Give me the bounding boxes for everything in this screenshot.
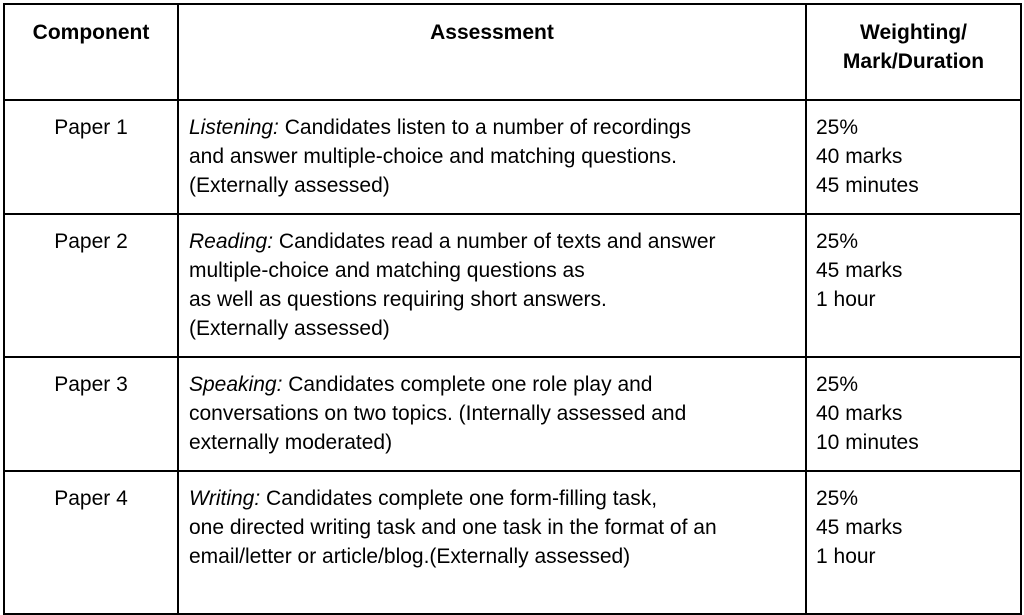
table-row [4, 100, 1021, 214]
assessment-table [3, 3, 1022, 615]
assessment-cell [178, 100, 806, 214]
header-assessment: Assessment [178, 4, 806, 100]
weighting-duration: 1 hour [816, 545, 876, 568]
weighting-cell [806, 214, 1021, 357]
skill-label: Reading: [189, 230, 274, 253]
weighting-percent: 25% [816, 116, 859, 139]
header-weighting-line2: Mark/Duration [842, 50, 985, 73]
assessment-line: multiple-choice and matching questions as [189, 259, 585, 282]
header-component: Component [4, 4, 178, 100]
header-weighting-line1: Weighting/ [860, 21, 967, 44]
assessment-text: Candidates complete one form-filling task, [260, 487, 658, 510]
assessment-line: (Externally assessed) [189, 174, 390, 197]
assessment-line [189, 113, 797, 142]
weighting-duration: 45 minutes [816, 174, 919, 197]
weighting-cell [806, 100, 1021, 214]
assessment-text: Candidates read a number of texts and answer [273, 230, 716, 253]
assessment-line [189, 370, 797, 399]
weighting-percent: 25% [816, 487, 859, 510]
weighting-duration: 10 minutes [816, 431, 919, 454]
assessment-cell [178, 357, 806, 471]
weighting-marks: 40 marks [816, 402, 903, 425]
weighting-marks: 45 marks [816, 516, 903, 539]
component-cell: Paper 3 [4, 357, 178, 471]
assessment-text: Candidates listen to a number of recordings [278, 116, 691, 139]
assessment-cell [178, 214, 806, 357]
assessment-line [189, 484, 797, 513]
weighting-marks: 40 marks [816, 145, 903, 168]
assessment-line: one directed writing task and one task in the format of an [189, 516, 717, 539]
assessment-line [189, 227, 797, 256]
skill-label: Speaking: [189, 373, 283, 396]
assessment-line: (Externally assessed) [189, 317, 390, 340]
weighting-duration: 1 hour [816, 288, 876, 311]
header-weighting [806, 4, 1021, 100]
weighting-marks: 45 marks [816, 259, 903, 282]
weighting-cell [806, 357, 1021, 471]
assessment-line: conversations on two topics. (Internally assessed and [189, 402, 687, 425]
assessment-line: externally moderated) [189, 431, 393, 454]
skill-label: Listening: [189, 116, 279, 139]
table-row [4, 214, 1021, 357]
assessment-text: Candidates complete one role play and [282, 373, 653, 396]
assessment-line: email/letter or article/blog.(Externally assessed) [189, 545, 631, 568]
header-row [4, 4, 1021, 100]
skill-label: Writing: [189, 487, 261, 510]
table-row [4, 357, 1021, 471]
component-cell: Paper 1 [4, 100, 178, 214]
assessment-cell [178, 471, 806, 614]
component-cell: Paper 4 [4, 471, 178, 614]
assessment-line: as well as questions requiring short answers. [189, 288, 607, 311]
weighting-cell [806, 471, 1021, 614]
weighting-percent: 25% [816, 373, 859, 396]
assessment-line: and answer multiple-choice and matching questions. [189, 145, 677, 168]
weighting-percent: 25% [816, 230, 859, 253]
component-cell: Paper 2 [4, 214, 178, 357]
table-row [4, 471, 1021, 614]
